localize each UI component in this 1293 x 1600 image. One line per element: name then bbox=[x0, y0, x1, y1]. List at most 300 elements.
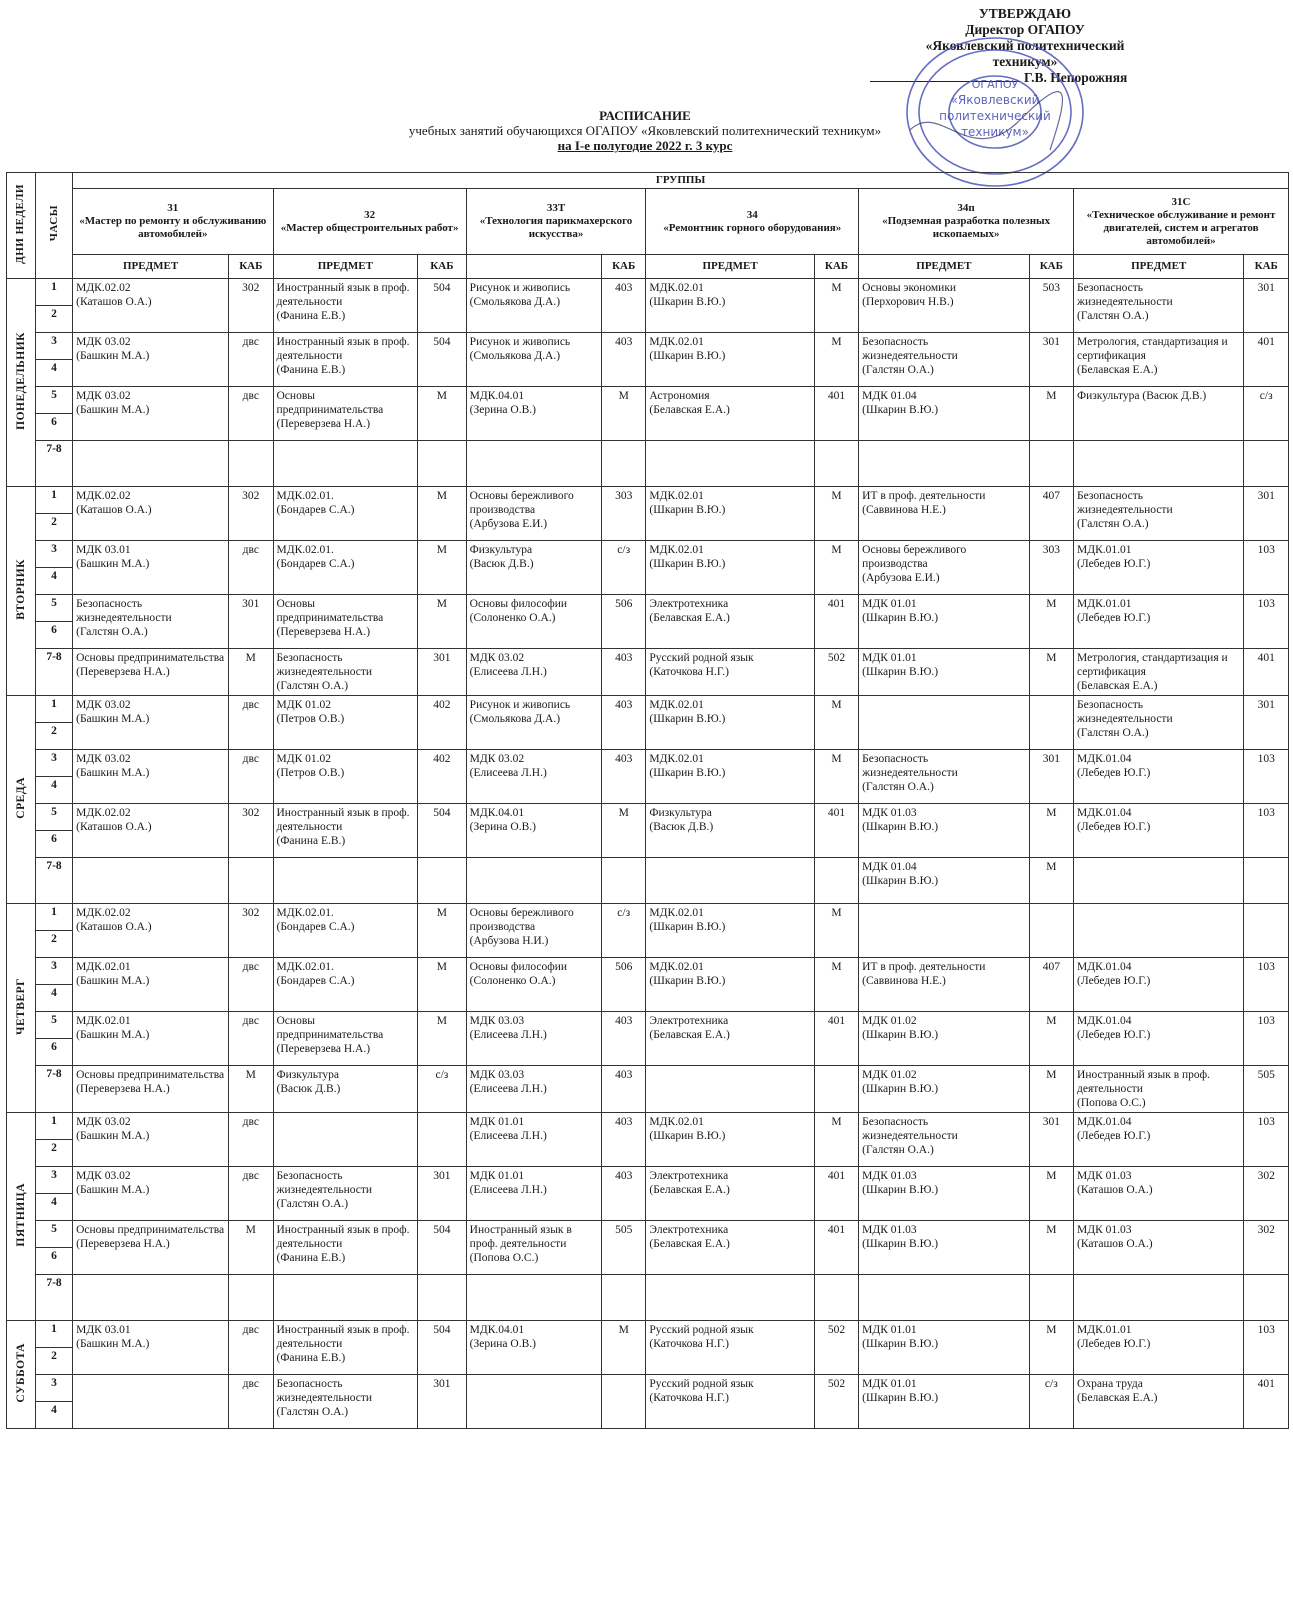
group-name: «Мастер общестроительных работ» bbox=[280, 221, 459, 234]
schedule-row bbox=[7, 333, 1289, 360]
subject-column-header: ПРЕДМЕТ bbox=[1074, 255, 1244, 279]
lesson-room: 302 bbox=[1244, 1167, 1289, 1221]
lesson-subject: МДК.02.01 (Шкарин В.Ю.) bbox=[646, 279, 814, 333]
lesson-subject: Электротехника (Белавская Е.А.) bbox=[646, 1167, 814, 1221]
lesson-room: 502 bbox=[814, 1375, 858, 1429]
room-column-header: КАБ bbox=[1029, 255, 1073, 279]
lesson-subject: МДК.02.01 (Башкин М.А.) bbox=[73, 1012, 229, 1066]
schedule-row bbox=[7, 1275, 1289, 1321]
lesson-room: 504 bbox=[418, 279, 467, 333]
lesson-subject: МДК 03.02 (Башкин М.А.) bbox=[73, 750, 229, 804]
schedule-row bbox=[7, 441, 1289, 487]
lesson-subject: МДК.02.01 (Шкарин В.Ю.) bbox=[646, 1113, 814, 1167]
lesson-room bbox=[814, 441, 858, 487]
lesson-room: с/з bbox=[601, 541, 645, 595]
lesson-subject bbox=[73, 1375, 229, 1429]
lesson-subject: Безопасность жизнедеятельности (Галстян О.А.) bbox=[1074, 487, 1244, 541]
schedule-row bbox=[7, 387, 1289, 414]
lesson-subject: Безопасность жизнедеятельности (Галстян О.А.) bbox=[859, 1113, 1029, 1167]
lesson-subject bbox=[273, 1113, 418, 1167]
lesson-room: 401 bbox=[1244, 649, 1289, 696]
lesson-subject: МДК 01.01 (Шкарин В.Ю.) bbox=[859, 1321, 1029, 1375]
lesson-room: М bbox=[1029, 1221, 1073, 1275]
lesson-subject: МДК 03.02 (Елисеева Л.Н.) bbox=[466, 750, 601, 804]
lesson-room: 301 bbox=[1244, 279, 1289, 333]
lesson-room: 506 bbox=[601, 958, 645, 1012]
lesson-subject: Безопасность жизнедеятельности (Галстян О.А.) bbox=[859, 333, 1029, 387]
lesson-subject: МДК 01.01 (Шкарин В.Ю.) bbox=[859, 649, 1029, 696]
lesson-subject: Электротехника (Белавская Е.А.) bbox=[646, 595, 814, 649]
hour-number: 7-8 bbox=[35, 649, 72, 696]
group-name: «Техническое обслуживание и ремонт двигателей, систем и агрегатов автомобилей» bbox=[1086, 208, 1276, 247]
lesson-room: 401 bbox=[1244, 333, 1289, 387]
lesson-subject: Метрология, стандартизация и сертификация (Белавская Е.А.) bbox=[1074, 333, 1244, 387]
hour-number: 6 bbox=[35, 1248, 72, 1275]
lesson-subject: МДК.02.01 (Шкарин В.Ю.) bbox=[646, 541, 814, 595]
lesson-room bbox=[1244, 441, 1289, 487]
lesson-subject: Безопасность жизнедеятельности (Галстян О.А.) bbox=[73, 595, 229, 649]
lesson-room: М bbox=[814, 279, 858, 333]
lesson-room: 401 bbox=[814, 1167, 858, 1221]
svg-text:ОГАПОУ: ОГАПОУ bbox=[971, 78, 1019, 91]
hour-number: 5 bbox=[35, 1221, 72, 1248]
subject-column-header bbox=[466, 255, 601, 279]
lesson-subject: МДК.04.01 (Зерина О.В.) bbox=[466, 387, 601, 441]
approval-line-2: Директор ОГАПОУ bbox=[965, 22, 1085, 37]
lesson-room: 302 bbox=[1244, 1221, 1289, 1275]
hour-number: 3 bbox=[35, 1167, 72, 1194]
schedule-table bbox=[6, 172, 1289, 1429]
lesson-subject: МДК 03.02 (Башкин М.А.) bbox=[73, 333, 229, 387]
group-code: 32 bbox=[364, 208, 376, 221]
lesson-subject bbox=[466, 1375, 601, 1429]
lesson-subject bbox=[859, 441, 1029, 487]
day-name: ПОНЕДЕЛЬНИК bbox=[7, 279, 36, 487]
lesson-subject: Русский родной язык (Каточкова Н.Г.) bbox=[646, 649, 814, 696]
lesson-subject: Рисунок и живопись (Смольякова Д.А.) bbox=[466, 696, 601, 750]
lesson-room: М bbox=[1029, 858, 1073, 904]
lesson-subject bbox=[1074, 858, 1244, 904]
lesson-room: 402 bbox=[418, 750, 467, 804]
group-name: «Ремонтник горного оборудования» bbox=[663, 221, 842, 234]
lesson-room bbox=[229, 1275, 273, 1321]
lesson-room bbox=[814, 1275, 858, 1321]
lesson-room: 103 bbox=[1244, 595, 1289, 649]
room-column-header: КАБ bbox=[1244, 255, 1289, 279]
hour-number: 1 bbox=[35, 1321, 72, 1348]
lesson-room: М bbox=[229, 1066, 273, 1113]
lesson-room: М bbox=[418, 387, 467, 441]
hour-number: 5 bbox=[35, 1012, 72, 1039]
lesson-room: двс bbox=[229, 1012, 273, 1066]
lesson-subject: Основы философии (Солоненко О.А.) bbox=[466, 595, 601, 649]
schedule-row bbox=[7, 649, 1289, 696]
lesson-room bbox=[1244, 904, 1289, 958]
document-title bbox=[300, 108, 990, 153]
lesson-room: М bbox=[418, 958, 467, 1012]
lesson-room: с/з bbox=[418, 1066, 467, 1113]
schedule-row bbox=[7, 1012, 1289, 1039]
lesson-room: М bbox=[1029, 649, 1073, 696]
group-code: 31С bbox=[1171, 195, 1191, 208]
lesson-room: 301 bbox=[1029, 750, 1073, 804]
lesson-subject: Иностранный язык в проф. деятельности (Фанина Е.В.) bbox=[273, 1221, 418, 1275]
hour-number: 2 bbox=[35, 723, 72, 750]
schedule-row bbox=[7, 858, 1289, 904]
lesson-subject: Основы философии (Солоненко О.А.) bbox=[466, 958, 601, 1012]
lesson-subject: Иностранный язык в проф. деятельности (Попова О.С.) bbox=[1074, 1066, 1244, 1113]
lesson-subject: МДК.02.01. (Бондарев С.А.) bbox=[273, 904, 418, 958]
lesson-room: двс bbox=[229, 1167, 273, 1221]
lesson-room: 103 bbox=[1244, 541, 1289, 595]
room-column-header: КАБ bbox=[229, 255, 273, 279]
lesson-room: 103 bbox=[1244, 1321, 1289, 1375]
hour-number: 1 bbox=[35, 904, 72, 931]
lesson-subject: Русский родной язык (Каточкова Н.Г.) bbox=[646, 1321, 814, 1375]
lesson-room: М bbox=[1029, 1066, 1073, 1113]
lesson-subject: Иностранный язык в проф. деятельности (Фанина Е.В.) bbox=[273, 333, 418, 387]
lesson-subject: МДК.01.04 (Лебедев Ю.Г.) bbox=[1074, 1113, 1244, 1167]
hour-number: 4 bbox=[35, 360, 72, 387]
hour-number: 4 bbox=[35, 985, 72, 1012]
lesson-room: М bbox=[1029, 595, 1073, 649]
group-header-1 bbox=[273, 189, 466, 255]
lesson-subject: МДК.02.01 (Шкарин В.Ю.) bbox=[646, 958, 814, 1012]
lesson-room: М bbox=[229, 1221, 273, 1275]
lesson-subject: МДК 01.02 (Петров О.В.) bbox=[273, 696, 418, 750]
lesson-subject: Основы экономики (Перхорович Н.В.) bbox=[859, 279, 1029, 333]
lesson-subject: Основы предпринимательства (Переверзева Н.А.) bbox=[273, 1012, 418, 1066]
lesson-room: М bbox=[814, 904, 858, 958]
subject-column-header: ПРЕДМЕТ bbox=[73, 255, 229, 279]
lesson-room: М bbox=[601, 387, 645, 441]
lesson-subject: ИТ в проф. деятельности (Саввинова Н.Е.) bbox=[859, 958, 1029, 1012]
lesson-subject: МДК.02.01 (Шкарин В.Ю.) bbox=[646, 696, 814, 750]
lesson-subject: МДК 01.01 (Елисеева Л.Н.) bbox=[466, 1167, 601, 1221]
lesson-room: 403 bbox=[601, 333, 645, 387]
group-code: 31 bbox=[167, 202, 179, 214]
lesson-room bbox=[1029, 696, 1073, 750]
lesson-subject: МДК 01.03 (Шкарин В.Ю.) bbox=[859, 1167, 1029, 1221]
lesson-subject: МДК.01.04 (Лебедев Ю.Г.) bbox=[1074, 1012, 1244, 1066]
lesson-room: 301 bbox=[1244, 696, 1289, 750]
lesson-subject: Метрология, стандартизация и сертификация (Белавская Е.А.) bbox=[1074, 649, 1244, 696]
lesson-room: 502 bbox=[814, 1321, 858, 1375]
lesson-subject: Иностранный язык в проф. деятельности (Фанина Е.В.) bbox=[273, 804, 418, 858]
hour-number: 6 bbox=[35, 414, 72, 441]
lesson-room: 403 bbox=[601, 1113, 645, 1167]
lesson-room bbox=[601, 441, 645, 487]
lesson-subject: МДК 01.03 (Каташов О.А.) bbox=[1074, 1167, 1244, 1221]
schedule-row bbox=[7, 904, 1289, 931]
lesson-subject: МДК 01.03 (Шкарин В.Ю.) bbox=[859, 804, 1029, 858]
hour-number: 3 bbox=[35, 958, 72, 985]
group-header-2 bbox=[466, 189, 646, 255]
lesson-subject: МДК.01.04 (Лебедев Ю.Г.) bbox=[1074, 750, 1244, 804]
lesson-subject: Физкультура (Васюк Д.В.) bbox=[646, 804, 814, 858]
group-name: «Технология парикмахерского искусства» bbox=[479, 215, 633, 240]
schedule-row bbox=[7, 750, 1289, 777]
group-header-0 bbox=[73, 189, 273, 255]
lesson-room: 401 bbox=[1244, 1375, 1289, 1429]
schedule-row bbox=[7, 958, 1289, 985]
lesson-subject: Безопасность жизнедеятельности (Галстян О.А.) bbox=[273, 649, 418, 696]
hour-number: 7-8 bbox=[35, 858, 72, 904]
groups-header: ГРУППЫ bbox=[73, 173, 1289, 189]
lesson-room: 302 bbox=[229, 279, 273, 333]
lesson-room: двс bbox=[229, 750, 273, 804]
lesson-room: 402 bbox=[418, 696, 467, 750]
lesson-subject: МДК.01.04 (Лебедев Ю.Г.) bbox=[1074, 804, 1244, 858]
lesson-room: 103 bbox=[1244, 958, 1289, 1012]
hour-number: 6 bbox=[35, 1039, 72, 1066]
lesson-subject: Физкультура (Васюк Д.В.) bbox=[1074, 387, 1244, 441]
lesson-room bbox=[418, 1113, 467, 1167]
hour-number: 4 bbox=[35, 777, 72, 804]
lesson-subject: МДК 01.04 (Шкарин В.Ю.) bbox=[859, 387, 1029, 441]
day-name: ЧЕТВЕРГ bbox=[7, 904, 36, 1113]
schedule-row bbox=[7, 1375, 1289, 1402]
lesson-room: 503 bbox=[1029, 279, 1073, 333]
group-header-4 bbox=[859, 189, 1074, 255]
lesson-room: 506 bbox=[601, 595, 645, 649]
group-name: «Подземная разработка полезных ископаемых» bbox=[882, 215, 1051, 240]
lesson-room: 504 bbox=[418, 1221, 467, 1275]
lesson-subject: МДК 01.03 (Шкарин В.Ю.) bbox=[859, 1221, 1029, 1275]
lesson-subject: МДК.02.01 (Шкарин В.Ю.) bbox=[646, 750, 814, 804]
day-name: ВТОРНИК bbox=[7, 487, 36, 696]
lesson-room: 401 bbox=[814, 1221, 858, 1275]
lesson-room: 505 bbox=[1244, 1066, 1289, 1113]
schedule-row bbox=[7, 1221, 1289, 1248]
lesson-room: двс bbox=[229, 696, 273, 750]
lesson-subject bbox=[1074, 441, 1244, 487]
lesson-room: 401 bbox=[814, 387, 858, 441]
lesson-room bbox=[229, 441, 273, 487]
lesson-room: 401 bbox=[814, 804, 858, 858]
approval-signer: Г.В. Непорожняя bbox=[1024, 70, 1128, 85]
room-column-header: КАБ bbox=[814, 255, 858, 279]
hour-number: 7-8 bbox=[35, 1275, 72, 1321]
lesson-room: 504 bbox=[418, 333, 467, 387]
lesson-subject: МДК 01.01 (Шкарин В.Ю.) bbox=[859, 595, 1029, 649]
lesson-subject: МДК.01.01 (Лебедев Ю.Г.) bbox=[1074, 541, 1244, 595]
hour-number: 2 bbox=[35, 514, 72, 541]
days-header: ДНИ НЕДЕЛИ bbox=[7, 173, 36, 279]
lesson-room: 301 bbox=[418, 1375, 467, 1429]
lesson-room: 401 bbox=[814, 595, 858, 649]
lesson-room: с/з bbox=[1029, 1375, 1073, 1429]
lesson-subject: Астрономия (Белавская Е.А.) bbox=[646, 387, 814, 441]
lesson-room: 103 bbox=[1244, 750, 1289, 804]
hour-number: 6 bbox=[35, 831, 72, 858]
lesson-subject: МДК.02.01. (Бондарев С.А.) bbox=[273, 958, 418, 1012]
lesson-room: 303 bbox=[601, 487, 645, 541]
lesson-subject: Основы предпринимательства (Переверзева Н.А.) bbox=[73, 649, 229, 696]
lesson-room: 403 bbox=[601, 1012, 645, 1066]
lesson-room: М bbox=[814, 333, 858, 387]
hour-number: 4 bbox=[35, 1402, 72, 1429]
lesson-room: М bbox=[1029, 387, 1073, 441]
lesson-subject: МДК 03.02 (Башкин М.А.) bbox=[73, 696, 229, 750]
hour-number: 1 bbox=[35, 1113, 72, 1140]
lesson-room: 301 bbox=[418, 1167, 467, 1221]
lesson-subject bbox=[859, 1275, 1029, 1321]
lesson-subject: МДК 03.02 (Башкин М.А.) bbox=[73, 1113, 229, 1167]
lesson-room: 103 bbox=[1244, 804, 1289, 858]
hour-number: 3 bbox=[35, 333, 72, 360]
lesson-room: 302 bbox=[229, 487, 273, 541]
lesson-subject: МДК.02.01. (Бондарев С.А.) bbox=[273, 541, 418, 595]
lesson-subject: Основы бережливого производства (Арбузова Е.И.) bbox=[466, 487, 601, 541]
lesson-subject: Иностранный язык в проф. деятельности (Фанина Е.В.) bbox=[273, 279, 418, 333]
group-code: 33Т bbox=[546, 202, 566, 214]
title-main: РАСПИСАНИЕ bbox=[599, 108, 691, 123]
group-code: 34п bbox=[957, 202, 975, 214]
lesson-subject bbox=[466, 858, 601, 904]
hour-number: 7-8 bbox=[35, 1066, 72, 1113]
hour-number: 6 bbox=[35, 622, 72, 649]
hour-number: 4 bbox=[35, 1194, 72, 1221]
lesson-room: 301 bbox=[1244, 487, 1289, 541]
lesson-room bbox=[229, 858, 273, 904]
lesson-subject: Безопасность жизнедеятельности (Галстян О.А.) bbox=[1074, 279, 1244, 333]
lesson-subject: МДК.01.04 (Лебедев Ю.Г.) bbox=[1074, 958, 1244, 1012]
lesson-subject: МДК.01.01 (Лебедев Ю.Г.) bbox=[1074, 595, 1244, 649]
lesson-subject: Основы бережливого производства (Арбузова Е.И.) bbox=[859, 541, 1029, 595]
lesson-subject: МДК 01.01 (Елисеева Л.Н.) bbox=[466, 1113, 601, 1167]
subject-column-header: ПРЕДМЕТ bbox=[646, 255, 814, 279]
lesson-room: двс bbox=[229, 387, 273, 441]
hour-number: 2 bbox=[35, 931, 72, 958]
lesson-room: двс bbox=[229, 1375, 273, 1429]
schedule-row bbox=[7, 1167, 1289, 1194]
lesson-subject: Иностранный язык в проф. деятельности (Фанина Е.В.) bbox=[273, 1321, 418, 1375]
lesson-room: с/з bbox=[1244, 387, 1289, 441]
lesson-room: 502 bbox=[814, 649, 858, 696]
lesson-room bbox=[1244, 858, 1289, 904]
lesson-room: М bbox=[814, 750, 858, 804]
lesson-room: 401 bbox=[814, 1012, 858, 1066]
group-code: 34 bbox=[746, 208, 758, 221]
lesson-room bbox=[1029, 1275, 1073, 1321]
hour-number: 3 bbox=[35, 541, 72, 568]
schedule-row bbox=[7, 1066, 1289, 1113]
lesson-subject: Русский родной язык (Каточкова Н.Г.) bbox=[646, 1375, 814, 1429]
lesson-subject: Безопасность жизнедеятельности (Галстян О.А.) bbox=[273, 1375, 418, 1429]
lesson-room: двс bbox=[229, 333, 273, 387]
lesson-room bbox=[1244, 1275, 1289, 1321]
lesson-room: М bbox=[1029, 1321, 1073, 1375]
lesson-room bbox=[601, 1275, 645, 1321]
day-name: ПЯТНИЦА bbox=[7, 1113, 36, 1321]
lesson-subject: Электротехника (Белавская Е.А.) bbox=[646, 1221, 814, 1275]
lesson-subject: МДК 03.02 (Елисеева Л.Н.) bbox=[466, 649, 601, 696]
lesson-subject: МДК 03.02 (Башкин М.А.) bbox=[73, 387, 229, 441]
lesson-room: двс bbox=[229, 958, 273, 1012]
lesson-subject: МДК 01.02 (Шкарин В.Ю.) bbox=[859, 1012, 1029, 1066]
lesson-room bbox=[1029, 441, 1073, 487]
lesson-subject: МДК 01.01 (Шкарин В.Ю.) bbox=[859, 1375, 1029, 1429]
lesson-subject: МДК 03.01 (Башкин М.А.) bbox=[73, 541, 229, 595]
schedule-row bbox=[7, 279, 1289, 306]
approval-line-4: техникум» bbox=[992, 54, 1058, 69]
lesson-room: 504 bbox=[418, 1321, 467, 1375]
lesson-subject: МДК.02.01 (Башкин М.А.) bbox=[73, 958, 229, 1012]
schedule-row bbox=[7, 1113, 1289, 1140]
group-name: «Мастер по ремонту и обслуживанию автомобилей» bbox=[79, 215, 267, 240]
lesson-subject: Иностранный язык в проф. деятельности (Попова О.С.) bbox=[466, 1221, 601, 1275]
lesson-room: М bbox=[601, 1321, 645, 1375]
lesson-subject bbox=[73, 1275, 229, 1321]
lesson-room: с/з bbox=[601, 904, 645, 958]
lesson-room: М bbox=[418, 1012, 467, 1066]
lesson-subject: Электротехника (Белавская Е.А.) bbox=[646, 1012, 814, 1066]
hour-number: 2 bbox=[35, 306, 72, 333]
lesson-room: 301 bbox=[1029, 1113, 1073, 1167]
title-period: на I-е полугодие 2022 г. 3 курс bbox=[557, 138, 733, 153]
group-header-3 bbox=[646, 189, 859, 255]
lesson-subject bbox=[646, 858, 814, 904]
hour-number: 1 bbox=[35, 696, 72, 723]
svg-text:политехнический: политехнический bbox=[939, 109, 1051, 123]
lesson-room: М bbox=[418, 595, 467, 649]
hour-number: 7-8 bbox=[35, 441, 72, 487]
lesson-room: М bbox=[1029, 804, 1073, 858]
lesson-room: 504 bbox=[418, 804, 467, 858]
approval-line-3: «Яковлевский политехнический bbox=[925, 38, 1125, 53]
day-name: СРЕДА bbox=[7, 696, 36, 904]
room-column-header: КАБ bbox=[601, 255, 645, 279]
hour-number: 5 bbox=[35, 804, 72, 831]
lesson-room: 407 bbox=[1029, 487, 1073, 541]
lesson-subject bbox=[273, 1275, 418, 1321]
lesson-subject bbox=[273, 858, 418, 904]
lesson-subject bbox=[859, 696, 1029, 750]
lesson-room: 302 bbox=[229, 904, 273, 958]
hour-number: 5 bbox=[35, 595, 72, 622]
lesson-room: 301 bbox=[418, 649, 467, 696]
lesson-subject bbox=[466, 1275, 601, 1321]
schedule-row bbox=[7, 487, 1289, 514]
schedule-row bbox=[7, 541, 1289, 568]
lesson-subject: МДК 03.01 (Башкин М.А.) bbox=[73, 1321, 229, 1375]
lesson-subject: МДК 03.03 (Елисеева Л.Н.) bbox=[466, 1012, 601, 1066]
lesson-subject: МДК.02.01. (Бондарев С.А.) bbox=[273, 487, 418, 541]
lesson-subject: Безопасность жизнедеятельности (Галстян О.А.) bbox=[273, 1167, 418, 1221]
lesson-room: М bbox=[814, 487, 858, 541]
lesson-subject: МДК.01.01 (Лебедев Ю.Г.) bbox=[1074, 1321, 1244, 1375]
lesson-room: М bbox=[418, 487, 467, 541]
lesson-room: 407 bbox=[1029, 958, 1073, 1012]
lesson-room: двс bbox=[229, 1321, 273, 1375]
lesson-room: 403 bbox=[601, 1066, 645, 1113]
hour-number: 1 bbox=[35, 487, 72, 514]
lesson-room: 301 bbox=[1029, 333, 1073, 387]
schedule-row bbox=[7, 1321, 1289, 1348]
hour-number: 3 bbox=[35, 1375, 72, 1402]
lesson-room bbox=[601, 858, 645, 904]
lesson-subject: МДК.02.01 (Шкарин В.Ю.) bbox=[646, 333, 814, 387]
lesson-room: 303 bbox=[1029, 541, 1073, 595]
lesson-subject bbox=[646, 1066, 814, 1113]
lesson-room bbox=[1029, 904, 1073, 958]
hour-number: 2 bbox=[35, 1348, 72, 1375]
schedule-row bbox=[7, 595, 1289, 622]
subject-column-header: ПРЕДМЕТ bbox=[273, 255, 418, 279]
lesson-subject: МДК.02.02 (Каташов О.А.) bbox=[73, 904, 229, 958]
lesson-subject: Охрана труда (Белавская Е.А.) bbox=[1074, 1375, 1244, 1429]
